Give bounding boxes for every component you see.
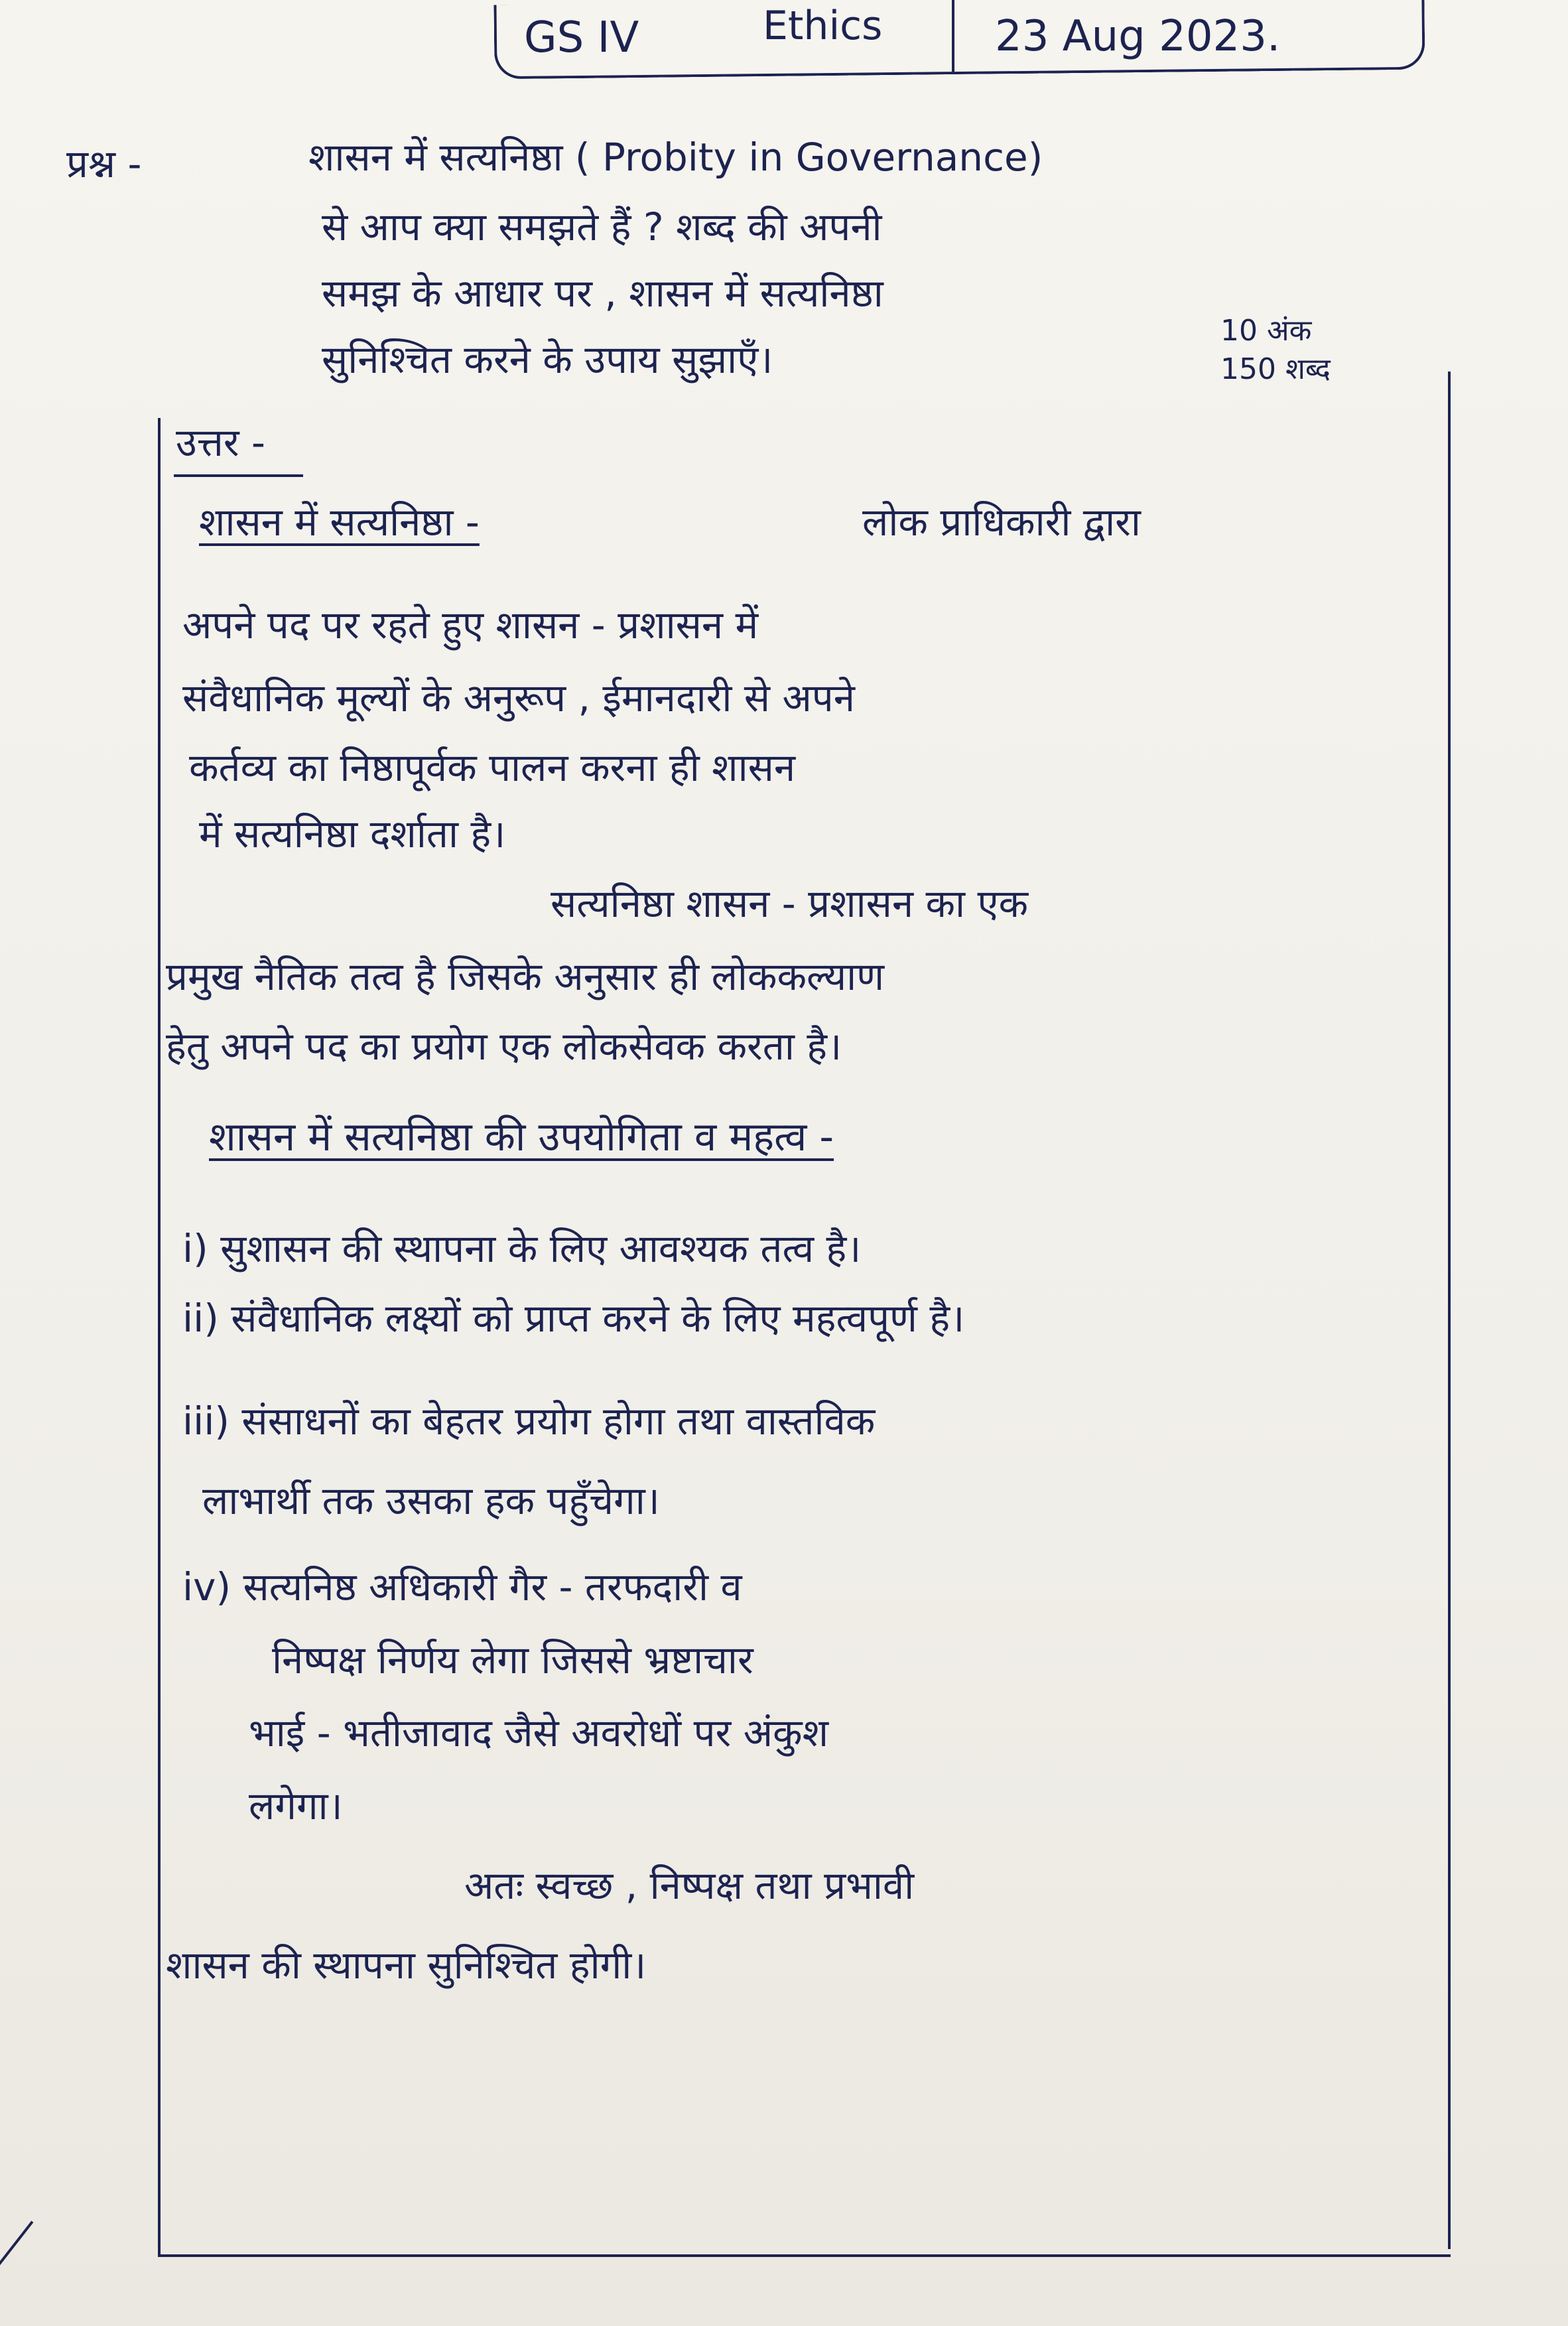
question-line: समझ के आधार पर , शासन में सत्यनिष्ठा: [322, 271, 883, 316]
answer-frame-left: [158, 418, 161, 2256]
header-date: 23 Aug 2023.: [995, 12, 1281, 61]
section-heading: शासन में सत्यनिष्ठा की उपयोगिता व महत्व -: [209, 1114, 834, 1160]
intro-line: कर्तव्य का निष्ठापूर्वक पालन करना ही शासन: [189, 745, 796, 790]
point-item: निष्पक्ष निर्णय लेगा जिससे भ्रष्टाचार: [272, 1637, 753, 1682]
intro-line: अपने पद पर रहते हुए शासन - प्रशासन में: [182, 602, 759, 648]
point-item: भाई - भतीजावाद जैसे अवरोधों पर अंकुश: [249, 1710, 829, 1755]
point-item: i) सुशासन की स्थापना के लिए आवश्यक तत्व है।: [182, 1226, 862, 1271]
intro-line: संवैधानिक मूल्यों के अनुरूप , ईमानदारी से अपने: [182, 675, 855, 720]
paragraph-line: हेतु अपने पद का प्रयोग एक लोकसेवक करता है।: [166, 1024, 842, 1069]
point-item: iv) सत्यनिष्ठ अधिकारी गैर - तरफदारी व: [182, 1564, 742, 1609]
header-paper: Ethics: [763, 3, 883, 49]
conclusion-line: अतः स्वच्छ , निष्पक्ष तथा प्रभावी: [464, 1863, 915, 1908]
answer-frame-right: [1448, 372, 1451, 2249]
header-subject: GS IV: [524, 13, 639, 62]
question-line: सुनिश्चित करने के उपाय सुझाएँ।: [322, 337, 773, 382]
question-line: शासन में सत्यनिष्ठा ( Probity in Governance): [308, 135, 1043, 180]
question-label: प्रश्न -: [66, 141, 142, 186]
paragraph-line: प्रमुख नैतिक तत्व है जिसके अनुसार ही लोककल्याण: [166, 954, 885, 999]
intro-line: लोक प्राधिकारी द्वारा: [862, 500, 1141, 545]
conclusion-line: शासन की स्थापना सुनिश्चित होगी।: [166, 1943, 647, 1988]
point-item: iii) संसाधनों का बेहतर प्रयोग होगा तथा वास्तविक: [182, 1399, 876, 1444]
point-item: ii) संवैधानिक लक्ष्यों को प्राप्त करने के लिए महत्वपूर्ण है।: [182, 1296, 965, 1341]
answer-frame-bottom: [158, 2254, 1451, 2257]
answer-label: उत्तर -: [176, 420, 265, 465]
answer-label-underline: [174, 474, 303, 477]
intro-line: में सत्यनिष्ठा दर्शाता है।: [199, 811, 506, 856]
intro-heading: शासन में सत्यनिष्ठा -: [199, 500, 480, 545]
paragraph-line: सत्यनिष्ठा शासन - प्रशासन का एक: [551, 881, 1029, 926]
question-marks: [1220, 312, 1331, 389]
margin-stroke: [0, 2221, 33, 2280]
word-limit-text: 150 शब्द: [1220, 352, 1331, 386]
point-item: लगेगा।: [249, 1783, 343, 1828]
point-item: लाभार्थी तक उसका हक पहुँचेगा।: [202, 1478, 660, 1523]
question-line: से आप क्या समझते हैं ? शब्द की अपनी: [322, 204, 882, 249]
header-divider: [952, 0, 954, 72]
marks-text: 10 अंक: [1220, 314, 1312, 348]
